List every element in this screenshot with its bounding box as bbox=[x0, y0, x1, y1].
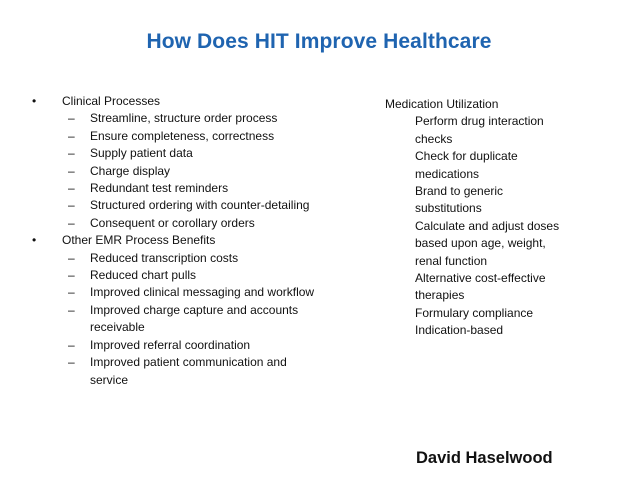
list-item bbox=[26, 354, 356, 389]
list-item-text: Consequent or corollary orders bbox=[90, 215, 255, 230]
medication-line: medications bbox=[415, 166, 480, 181]
list-item bbox=[26, 267, 356, 284]
medication-utilization-list bbox=[385, 96, 585, 340]
list-item-text: Improved patient communication and bbox=[90, 355, 287, 370]
dash-marker: – bbox=[68, 355, 75, 370]
section-heading bbox=[26, 93, 356, 110]
list-item bbox=[26, 110, 356, 127]
list-item bbox=[26, 337, 356, 354]
list-item bbox=[26, 302, 356, 337]
list-item-text: Improved referral coordination bbox=[90, 337, 251, 352]
medication-line: Brand to generic bbox=[415, 184, 504, 199]
medication-line: Check for duplicate bbox=[415, 149, 518, 164]
list-item bbox=[26, 215, 356, 232]
dash-marker: – bbox=[68, 268, 75, 283]
section-heading-text: Other EMR Process Benefits bbox=[62, 233, 216, 248]
author-name: David Haselwood bbox=[416, 449, 553, 467]
medication-line: therapies bbox=[415, 288, 465, 303]
section-heading-text: Clinical Processes bbox=[62, 94, 161, 108]
dash-marker: – bbox=[68, 163, 75, 178]
slide-title: How Does HIT Improve Healthcare bbox=[146, 30, 492, 53]
dash-marker: – bbox=[68, 111, 75, 126]
bullet-marker: • bbox=[32, 94, 37, 108]
left-bullet-list bbox=[26, 93, 356, 389]
dash-marker: – bbox=[68, 337, 75, 352]
dash-marker: – bbox=[68, 181, 75, 196]
dash-marker: – bbox=[68, 250, 75, 265]
list-item-text: Charge display bbox=[90, 163, 171, 178]
section-heading bbox=[26, 232, 356, 249]
list-item-text: Redundant test reminders bbox=[90, 181, 229, 196]
list-item-text: Improved clinical messaging and workflow bbox=[90, 285, 315, 300]
list-item bbox=[26, 284, 356, 301]
medication-line: Formulary compliance bbox=[415, 305, 534, 320]
medication-line: renal function bbox=[415, 253, 488, 268]
list-item-text: Reduced chart pulls bbox=[90, 268, 197, 283]
list-item-text: Reduced transcription costs bbox=[90, 250, 239, 265]
list-item-text: Structured ordering with counter-detailing bbox=[90, 198, 310, 213]
list-item bbox=[26, 128, 356, 145]
list-item bbox=[26, 250, 356, 267]
list-item bbox=[26, 180, 356, 197]
medication-line: Calculate and adjust doses bbox=[415, 218, 560, 233]
medication-line: based upon age, weight, bbox=[415, 236, 546, 251]
list-item-text: Supply patient data bbox=[90, 146, 193, 161]
list-item-text: receivable bbox=[90, 320, 145, 335]
dash-marker: – bbox=[68, 198, 75, 213]
dash-marker: – bbox=[68, 302, 75, 317]
dash-marker: – bbox=[68, 146, 75, 161]
list-item-text: Ensure completeness, correctness bbox=[90, 128, 275, 143]
medication-line: Perform drug interaction bbox=[415, 114, 544, 129]
list-item bbox=[26, 197, 356, 214]
list-item-text: Improved charge capture and accounts bbox=[90, 302, 299, 317]
list-item bbox=[26, 145, 356, 162]
bullet-marker: • bbox=[32, 233, 37, 248]
medication-heading: Medication Utilization bbox=[385, 97, 499, 111]
dash-marker: – bbox=[68, 215, 75, 230]
list-item-text: service bbox=[90, 372, 129, 387]
medication-line: Alternative cost-effective bbox=[415, 271, 546, 286]
medication-line: Indication-based bbox=[415, 323, 504, 338]
list-item-text: Streamline, structure order process bbox=[90, 111, 278, 126]
dash-marker: – bbox=[68, 128, 75, 143]
medication-line: substitutions bbox=[415, 201, 482, 216]
dash-marker: – bbox=[68, 285, 75, 300]
medication-line: checks bbox=[415, 131, 453, 146]
list-item bbox=[26, 163, 356, 180]
